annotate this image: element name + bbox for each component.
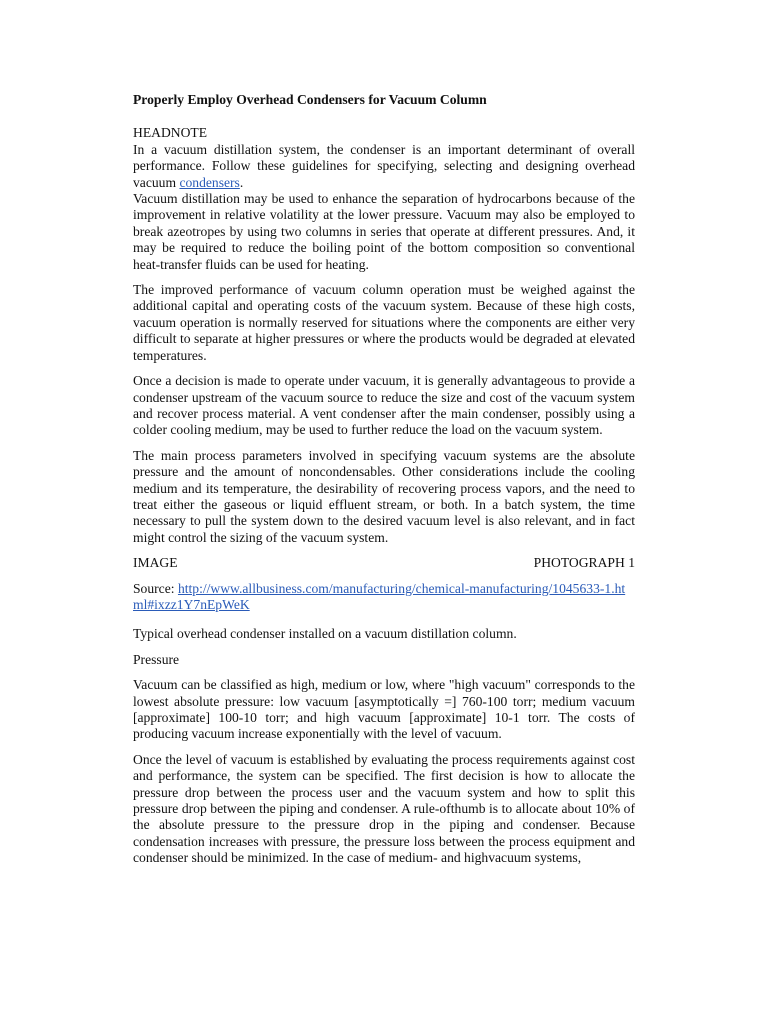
image-label: IMAGE bbox=[133, 555, 178, 571]
body-paragraph: Vacuum can be classified as high, medium or low, where "high vacuum" corresponds to the lowest absolute pressure: low vacuum [asymptotically =] 760-100 torr; medium vacuum [approximate] 100-10 torr; and high vacuum [approximate] 10-1 torr. The costs of producing vacuum increase exponentially with the level of vacuum. bbox=[133, 677, 635, 742]
headnote-label: HEADNOTE bbox=[133, 125, 207, 141]
image-placeholder-row bbox=[133, 555, 635, 571]
body-paragraph: Once the level of vacuum is established by evaluating the process requirements against cost and performance, the system can be specified. The first decision is how to allocate the pressure drop between the process user and the vacuum system and how to split this pressure drop between the piping and condenser. A rule-ofthumb is to allocate about 10% of the absolute pressure to the pressure drop in the piping and condenser. Because condensation increases with pressure, the pressure loss between the process equipment and condenser should be minimized. In the case of medium- and highvacuum systems, bbox=[133, 751, 635, 866]
headnote-text bbox=[133, 142, 635, 191]
body-paragraph: Once a decision is made to operate under vacuum, it is generally advantageous to provide a condenser upstream of the vacuum source to reduce the size and cost of the vacuum system and recover process material. A vent condenser after the main condenser, possibly using a colder cooling medium, may be used to further reduce the load on the vacuum system. bbox=[133, 373, 635, 438]
photograph-label: PHOTOGRAPH 1 bbox=[533, 555, 635, 571]
image-caption: Typical overhead condenser installed on a vacuum distillation column. bbox=[133, 626, 517, 642]
source-line bbox=[133, 581, 635, 614]
document-page bbox=[133, 92, 635, 876]
headnote-text-before-link: In a vacuum distillation system, the condenser is an important determinant of overall performance. Follow these guidelines for specifying, selecting and designing overhead vacuum bbox=[133, 141, 635, 190]
section-heading-pressure: Pressure bbox=[133, 651, 180, 667]
source-label: Source: bbox=[133, 580, 178, 596]
document-title: Properly Employ Overhead Condensers for Vacuum Column bbox=[133, 92, 487, 107]
source-link[interactable]: http://www.allbusiness.com/manufacturing/chemical-manufacturing/1045633-1.html#ixzz1Y7nEpWeK bbox=[133, 580, 626, 612]
body-paragraph: The main process parameters involved in specifying vacuum systems are the absolute pressure and the amount of noncondensables. Other considerations include the cooling medium and its temperature, the desirability of recovering process vapors, and the need to treat either the gaseous or liquid effluent stream, or both. In a batch system, the time necessary to pull the system down to the desired vacuum level is also relevant, and in fact might control the sizing of the vacuum system. bbox=[133, 447, 635, 545]
body-paragraph: The improved performance of vacuum column operation must be weighed against the additional capital and operating costs of the vacuum system. Because of these high costs, vacuum operation is normally reserved for situations where the components are either very difficult to separate at higher pressures or where the products would be degraded at elevated temperatures. bbox=[133, 282, 635, 363]
body-paragraph: Vacuum distillation may be used to enhance the separation of hydrocarbons because of the improvement in relative volatility at the lower pressure. Vacuum may also be employed to break azeotropes by using two columns in series that operate at different pressures. And, it may be required to reduce the boiling point of the bottom composition so conventional heat-transfer fluids can be used for heating. bbox=[133, 191, 635, 272]
headnote-text-after-link: . bbox=[239, 174, 244, 190]
condensers-link[interactable]: condensers bbox=[179, 174, 240, 190]
